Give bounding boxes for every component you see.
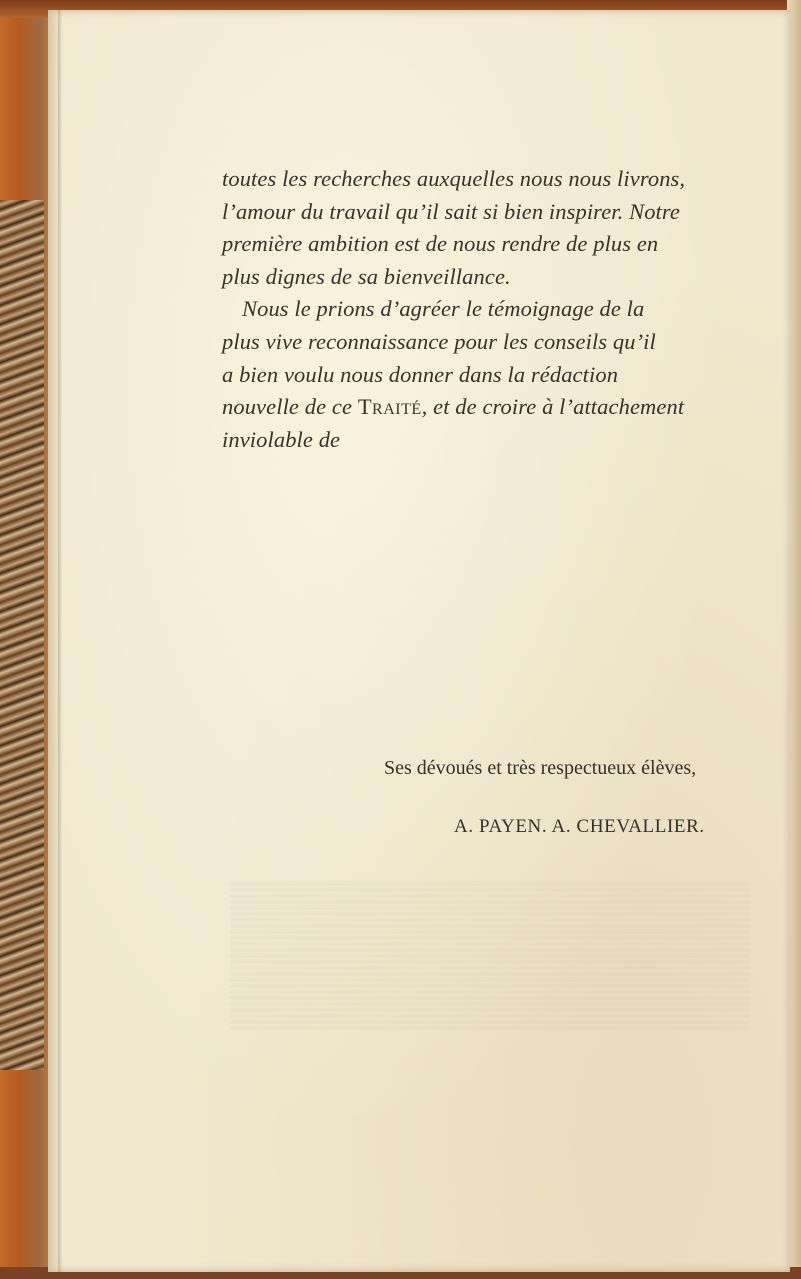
small-caps-title: Traité (357, 394, 422, 420)
marbled-cover-edge (0, 200, 44, 1070)
text-line: a bien voulu nous donner dans la rédaction (222, 361, 619, 387)
show-through-from-reverse (230, 880, 750, 1030)
page-gutter-shadow (58, 10, 62, 1272)
text-line: plus vive reconnaissance pour les conseils qu’il (222, 328, 656, 354)
text-line: toutes les recherches auxquelles nous nous livrons, (222, 166, 686, 191)
text-line: première ambition est de nous rendre de plus en (222, 231, 659, 257)
text-fragment: , et de croire à l’attachement (421, 394, 685, 420)
author-signatures: A. PAYEN. A. CHEVALLIER. (454, 816, 705, 837)
text-line: plus dignes de sa bienveillance. (222, 263, 511, 289)
text-line: inviolable de (222, 426, 341, 452)
text-line: l’amour du travail qu’il sait si bien inspirer. Notre (222, 198, 681, 224)
text-line: Nous le prions d’agréer le témoignage de la (242, 296, 645, 322)
dedication-paragraph (222, 163, 762, 456)
text-fragment: nouvelle de ce (222, 394, 353, 420)
closing-line: Ses dévoués et très respectueux élèves, (384, 757, 697, 779)
text-line (222, 391, 762, 424)
